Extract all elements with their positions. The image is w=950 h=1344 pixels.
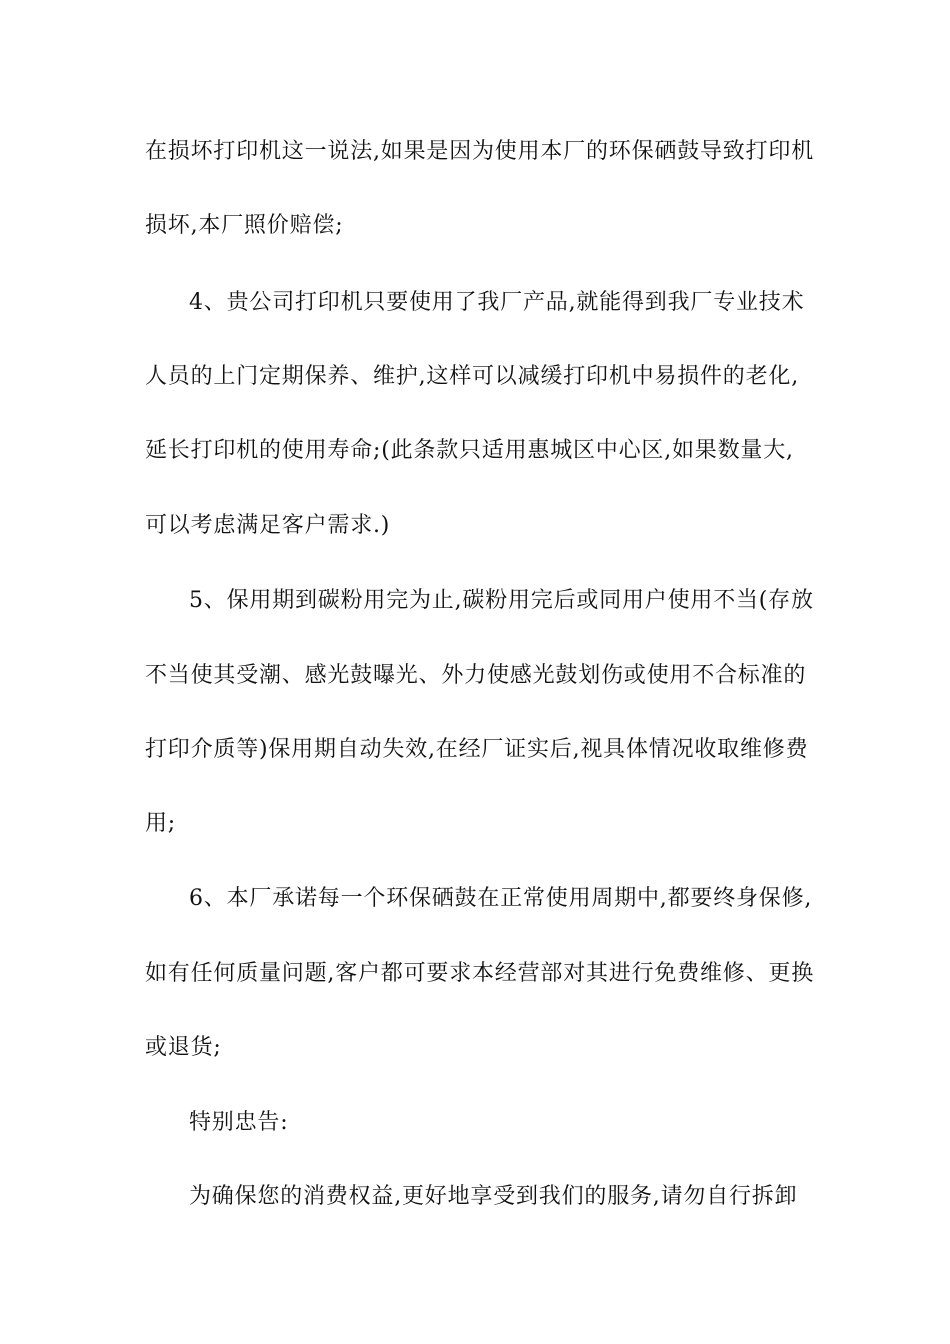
paragraph-4-line-1: 4、贵公司打印机只要使用了我厂产品,就能得到我厂专业技术 (189, 290, 805, 315)
paragraph-5-line-1: 5、保用期到碳粉用完为止,碳粉用完后或同用户使用不当(存放 (189, 588, 814, 613)
text-line-1: 在损坏打印机这一说法,如果是因为使用本厂的环保硒鼓导致打印机 (145, 139, 814, 164)
paragraph-4-line-4: 可以考虑满足客户需求.) (145, 513, 391, 538)
paragraph-6-line-1: 6、本厂承诺每一个环保硒鼓在正常使用周期中,都要终身保修, (189, 886, 813, 911)
paragraph-4-line-2: 人员的上门定期保养、维护,这样可以减缓打印机中易损件的老化, (145, 364, 799, 389)
paragraph-4-line-3: 延长打印机的使用寿命;(此条款只适用惠城区中心区,如果数量大, (145, 438, 794, 463)
special-notice-line-1: 为确保您的消费权益,更好地享受到我们的服务,请勿自行拆卸 (189, 1184, 798, 1209)
paragraph-5-line-3: 打印介质等)保用期自动失效,在经厂证实后,视具体情况收取维修费 (145, 737, 809, 762)
text-line-2: 损坏,本厂照价赔偿; (145, 213, 344, 238)
paragraph-6-line-3: 或退货; (145, 1035, 222, 1060)
paragraph-5-line-4: 用; (145, 811, 177, 836)
special-notice-heading: 特别忠告: (189, 1110, 289, 1135)
paragraph-6-line-2: 如有任何质量问题,客户都可要求本经营部对其进行免费维修、更换 (145, 961, 814, 986)
paragraph-5-line-2: 不当使其受潮、感光鼓曝光、外力使感光鼓划伤或使用不合标准的 (145, 663, 807, 688)
